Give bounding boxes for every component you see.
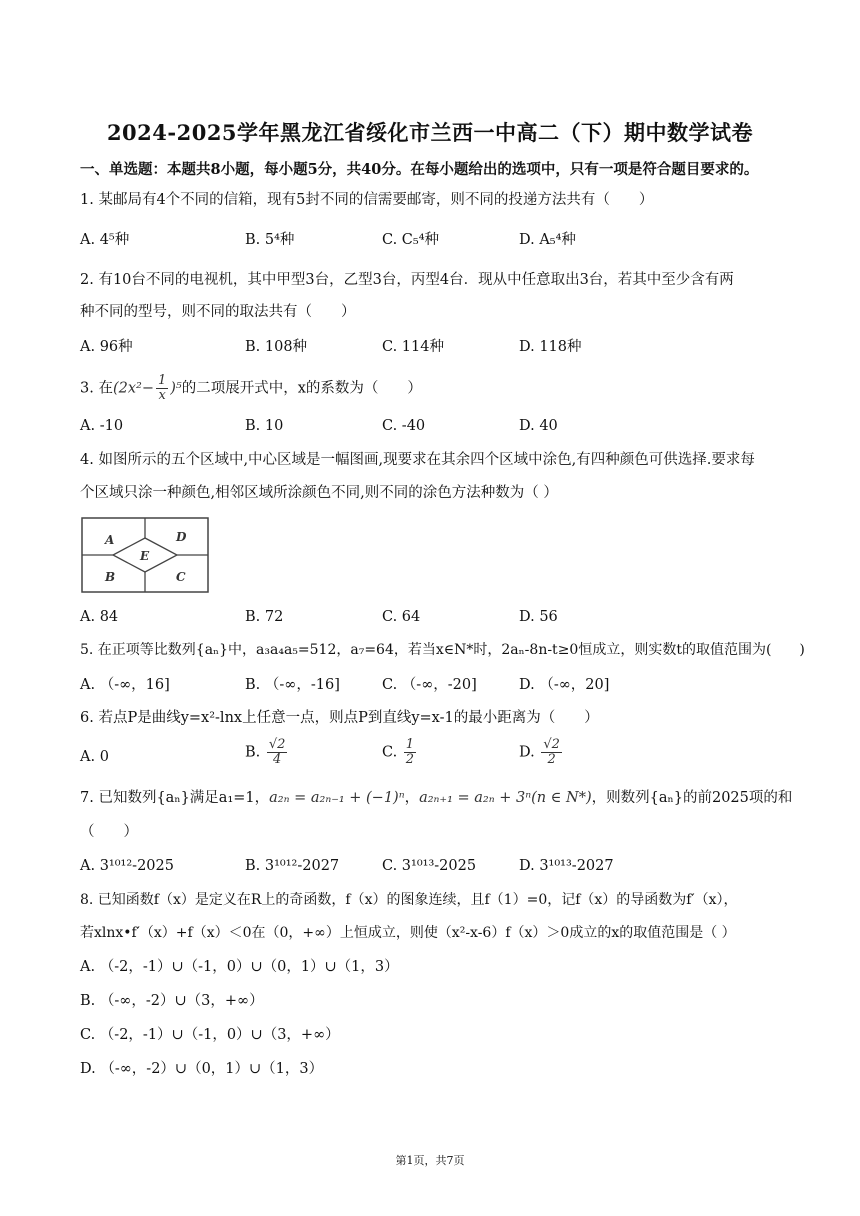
region-label-d: D	[176, 530, 187, 544]
question-7-stem-line2: （ ）	[80, 824, 138, 840]
q1-option-c: C. C₅⁴种	[382, 232, 440, 248]
q3-prefix: 3. 在	[80, 380, 113, 397]
q3-option-d: D. 40	[519, 418, 558, 434]
q5-option-d: D. （-∞，20]	[519, 677, 610, 693]
question-4-stem-line1: 4. 如图所示的五个区域中,中心区域是一幅图画,现要求在其余四个区域中涂色,有四种颜色可供选择.要求每	[80, 452, 755, 468]
question-5-stem: 5. 在正项等比数列{aₙ}中，a₃a₄a₅=512，a₇=64，若当x∈N*时，2aₙ-8n-t≥0恒成立，则实数t的取值范围为( )	[80, 642, 805, 658]
q6-b-fraction: $\frac{√2}{4}$	[268, 737, 286, 767]
region-diagram-svg	[81, 517, 209, 593]
q7-option-b: B. 3¹⁰¹²-2027	[245, 858, 340, 874]
q4-option-d: D. 56	[519, 609, 558, 625]
q6-c-fraction: $\frac{1}{2}$	[405, 737, 415, 767]
page-title: 2024-2025学年黑龙江省绥化市兰西一中高二（下）期中数学试卷	[106, 120, 754, 145]
question-3-stem	[80, 374, 422, 403]
q7-option-c: C. 3¹⁰¹³-2025	[382, 858, 477, 874]
q5-option-b: B. （-∞，-16]	[245, 677, 340, 693]
q2-option-c: C. 114种	[382, 339, 444, 355]
page-footer: 第1页，共7页	[395, 1154, 465, 1167]
q6-d-fraction: $\frac{√2}{2}$	[543, 737, 560, 767]
region-label-b: B	[105, 570, 116, 584]
q7-formula-2: a₂ₙ₊₁ = a₂ₙ + 3ⁿ(n ∈ N*)	[419, 790, 592, 806]
question-8-stem-line1: 8. 已知函数f（x）是定义在R上的奇函数，f（x）的图象连续，且f（1）=0，记f（x）的导函数为f′（x），	[80, 892, 738, 908]
q3-fraction: $\frac{1}{x}$	[157, 373, 167, 403]
q1-option-d: D. A₅⁴种	[519, 232, 576, 248]
q5-option-a: A. （-∞，16]	[80, 677, 170, 693]
region-label-a: A	[105, 533, 115, 547]
question-2-stem-line2: 种不同的型号，则不同的取法共有（ ）	[80, 304, 356, 320]
q6-option-a: A. 0	[80, 749, 109, 765]
q7-option-d: D. 3¹⁰¹³-2027	[519, 858, 614, 874]
region-label-e: E	[140, 549, 150, 563]
q3-option-a: A. -10	[80, 418, 124, 434]
q6-option-c: C. $\frac{1}{2}$	[382, 737, 415, 767]
q2-option-d: D. 118种	[519, 339, 582, 355]
q7-formula-1: a₂ₙ = a₂ₙ₋₁ + (−1)ⁿ	[269, 790, 405, 806]
q2-option-a: A. 96种	[80, 339, 133, 355]
q8-option-a: A. （-2，-1）∪（-1，0）∪（0，1）∪（1，3）	[80, 959, 399, 975]
region-label-c: C	[176, 570, 186, 584]
q6-option-d: D. $\frac{√2}{2}$	[519, 737, 560, 767]
q4-option-b: B. 72	[245, 609, 284, 625]
question-6-stem: 6. 若点P是曲线y=x²-lnx上任意一点，则点P到直线y=x-1的最小距离为（ ）	[80, 710, 599, 726]
q3-option-c: C. -40	[382, 418, 426, 434]
q5-option-c: C. （-∞，-20]	[382, 677, 477, 693]
question-4-stem-line2: 个区域只涂一种颜色,相邻区域所涂颜色不同,则不同的涂色方法种数为（ ）	[80, 485, 558, 501]
q3-suffix: 的二项展开式中，x的系数为（ ）	[181, 380, 422, 397]
q1-option-b: B. 5⁴种	[245, 232, 295, 248]
q3-expr-right: )⁵	[170, 380, 182, 397]
question-8-stem-line2: 若xlnx•f′（x）+f（x）＜0在（0，+∞）上恒成立，则使（x²-x-6）f（x）＞0成立的x的取值范围是（ ）	[80, 925, 736, 941]
q4-option-c: C. 64	[382, 609, 421, 625]
q8-option-c: C. （-2，-1）∪（-1，0）∪（3，+∞）	[80, 1027, 340, 1043]
region-diagram	[81, 517, 209, 597]
q3-option-b: B. 10	[245, 418, 284, 434]
q6-option-b: B. $\frac{√2}{4}$	[245, 737, 286, 767]
q8-option-b: B. （-∞，-2）∪（3，+∞）	[80, 993, 264, 1009]
q4-option-a: A. 84	[80, 609, 119, 625]
q2-option-b: B. 108种	[245, 339, 308, 355]
question-1-stem: 1. 某邮局有4个不同的信箱，现有5封不同的信需要邮寄，则不同的投递方法共有（ ）	[80, 192, 654, 208]
question-7-stem-line1: 7. 已知数列{aₙ}满足a₁=1，a₂ₙ = a₂ₙ₋₁ + (−1)ⁿ，a₂ₙ₊₁ = a₂ₙ + 3ⁿ(n ∈ N*)，则数列{aₙ}的前2025项的和	[80, 790, 793, 806]
q7-option-a: A. 3¹⁰¹²-2025	[80, 858, 174, 874]
q3-expr-left: (2x²−	[112, 380, 154, 397]
section-heading: 一、单选题：本题共8小题，每小题5分，共40分。在每小题给出的选项中，只有一项是符合题目要求的。	[80, 161, 759, 178]
q8-option-d: D. （-∞，-2）∪（0，1）∪（1，3）	[80, 1061, 324, 1077]
q1-option-a: A. 4⁵种	[80, 232, 130, 248]
question-2-stem-line1: 2. 有10台不同的电视机，其中甲型3台，乙型3台，丙型4台．现从中任意取出3台，若其中至少含有两	[80, 272, 734, 288]
